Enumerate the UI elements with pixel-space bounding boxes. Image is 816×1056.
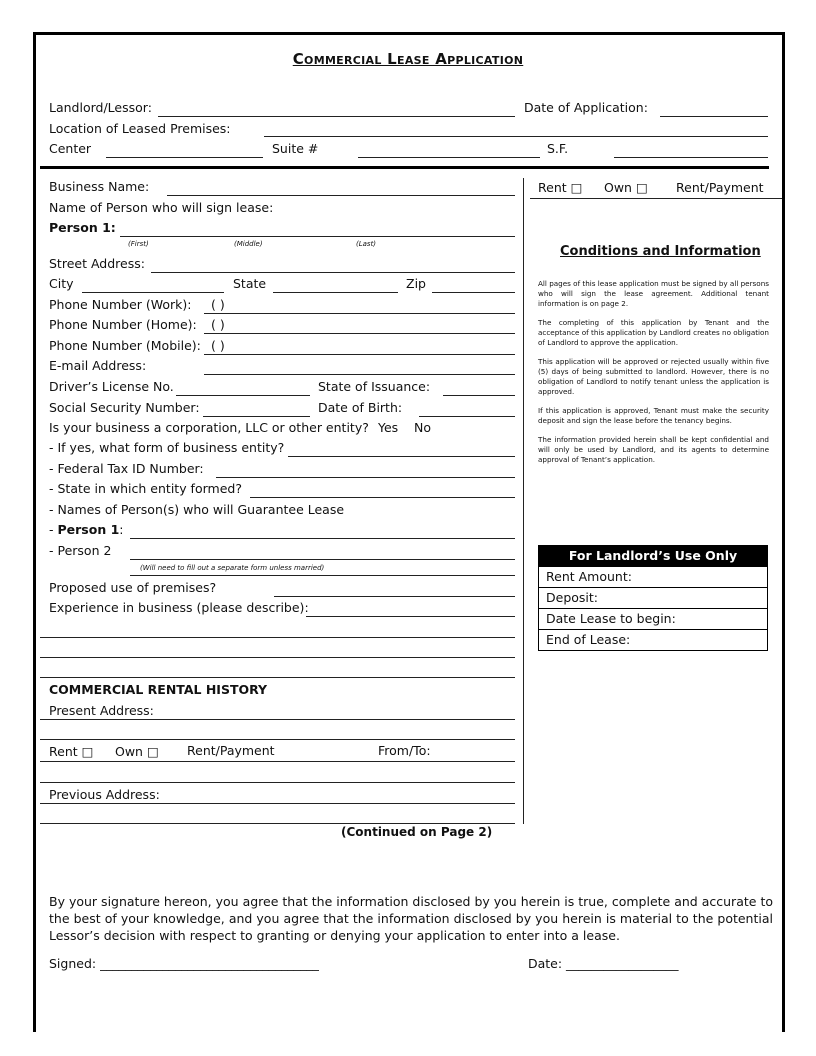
rent-payment-line[interactable] xyxy=(40,761,515,762)
corporation-question: Is your business a corporation, LLC or other entity? xyxy=(49,420,369,435)
condition-2: The completing of this application by Tenant and the acceptance of this application by Landlord creates no obligation of Landlord to approve the application. xyxy=(538,318,769,347)
center-field[interactable] xyxy=(106,157,263,158)
present-address-line-2[interactable] xyxy=(40,739,515,740)
previous-address-label: Previous Address: xyxy=(49,787,160,802)
condition-4: If this application is approved, Tenant must make the security deposit and sign the lease before the tenancy begins. xyxy=(538,406,769,425)
separate-form-note: (Will need to fill out a separate form unless married) xyxy=(140,564,325,572)
history-rent-payment-label: Rent/Payment xyxy=(187,743,275,758)
rent-payment-label: Rent/Payment xyxy=(676,180,764,195)
last-hint: (Last) xyxy=(356,240,377,248)
landlord-field[interactable] xyxy=(158,116,515,117)
proposed-use-label: Proposed use of premises? xyxy=(49,580,217,595)
center-label: Center xyxy=(49,141,92,156)
suite-label: Suite # xyxy=(272,141,319,156)
email-field[interactable] xyxy=(204,374,515,375)
end-lease-row[interactable]: End of Lease: xyxy=(539,629,767,650)
column-divider xyxy=(523,178,524,824)
landlord-use-box xyxy=(538,545,768,651)
phone-home-field[interactable] xyxy=(204,333,515,334)
present-address-label: Present Address: xyxy=(49,703,154,718)
rental-history-heading: COMMERCIAL RENTAL HISTORY xyxy=(49,682,268,697)
landlord-label: Landlord/Lessor: xyxy=(49,100,152,115)
phone-work-paren: ( ) xyxy=(211,297,225,312)
zip-field[interactable] xyxy=(432,292,515,293)
state-label: State xyxy=(233,276,267,291)
street-field[interactable] xyxy=(151,272,515,273)
experience-line-4[interactable] xyxy=(40,677,515,678)
own-checkbox-label[interactable]: Own □ xyxy=(604,180,648,195)
tax-id-field[interactable] xyxy=(216,477,515,478)
location-field[interactable] xyxy=(264,136,768,137)
condition-3: This application will be approved or rejected usually within five (5) days of being submitted to landlord. However, there is no obligation of Landlord to notify tenant unless the application is approved. xyxy=(538,357,769,396)
guarantor-person1-label: - Person 1: xyxy=(49,522,124,537)
from-to-label: From/To: xyxy=(378,743,431,758)
agreement-paragraph: By your signature hereon, you agree that the information disclosed by you herein is true, complete and accurate to the best of your knowledge, and you agree that the information disclosed by you herein is material to the potential Lessor’s decision with respect to granting or denying your application to enter into a lease. xyxy=(49,894,773,943)
deposit-row[interactable]: Deposit: xyxy=(539,587,767,608)
guarantor-person2-label: - Person 2 xyxy=(49,543,112,558)
zip-label: Zip xyxy=(406,276,426,291)
phone-work-label: Phone Number (Work): xyxy=(49,297,192,312)
state-formed-label: - State in which entity formed? xyxy=(49,481,242,496)
phone-home-label: Phone Number (Home): xyxy=(49,317,197,332)
header-divider xyxy=(40,166,769,169)
conditions-text xyxy=(538,279,769,474)
phone-home-paren: ( ) xyxy=(211,317,225,332)
dob-label: Date of Birth: xyxy=(318,400,403,415)
date-application-field[interactable] xyxy=(660,116,768,117)
landlord-box-heading: For Landlord’s Use Only xyxy=(539,546,767,566)
email-label: E-mail Address: xyxy=(49,358,147,373)
page-title: Commercial Lease Application xyxy=(292,50,524,68)
date-application-label: Date of Application: xyxy=(524,100,648,115)
city-label: City xyxy=(49,276,74,291)
condition-5: The information provided herein shall be kept confidential and will only be used by Landlord, and its agents to determine approval of Tenant’s application. xyxy=(538,435,769,464)
sf-label: S.F. xyxy=(547,141,569,156)
previous-address-line-2[interactable] xyxy=(40,823,515,824)
yes-option[interactable]: Yes xyxy=(378,420,399,435)
state-formed-field[interactable] xyxy=(250,497,515,498)
phone-mobile-paren: ( ) xyxy=(211,338,225,353)
experience-label: Experience in business (please describe): xyxy=(49,600,309,615)
signed-field[interactable]: Signed: ___________________________________ xyxy=(49,956,319,971)
phone-mobile-field[interactable] xyxy=(204,354,515,355)
rent-checkbox-label[interactable]: Rent □ xyxy=(538,180,583,195)
separate-form-line xyxy=(130,575,515,576)
dob-field[interactable] xyxy=(419,416,515,417)
present-address-field[interactable] xyxy=(40,719,515,720)
guarantor-person2-field[interactable] xyxy=(130,559,515,560)
conditions-heading: Conditions and Information xyxy=(560,244,761,259)
ssn-field[interactable] xyxy=(203,416,310,417)
business-name-field[interactable] xyxy=(167,195,515,196)
experience-line-3[interactable] xyxy=(40,657,515,658)
entity-form-label: - If yes, what form of business entity? xyxy=(49,440,285,455)
phone-mobile-label: Phone Number (Mobile): xyxy=(49,338,201,353)
state-issuance-label: State of Issuance: xyxy=(318,379,431,394)
sf-field[interactable] xyxy=(614,157,768,158)
rent-payment-line-2[interactable] xyxy=(40,782,515,783)
drivers-license-field[interactable] xyxy=(176,395,310,396)
no-option[interactable]: No xyxy=(414,420,431,435)
city-field[interactable] xyxy=(82,292,224,293)
condition-1: All pages of this lease application must be signed by all persons who will sign the lease agreement. Additional tenant information is on page 2. xyxy=(538,279,769,308)
rent-payment-field[interactable] xyxy=(530,198,782,199)
history-rent-checkbox[interactable]: Rent □ xyxy=(49,744,94,759)
history-own-checkbox[interactable]: Own □ xyxy=(115,744,159,759)
state-issuance-field[interactable] xyxy=(443,395,515,396)
person-sign-label: Name of Person who will sign lease: xyxy=(49,200,274,215)
experience-field[interactable] xyxy=(306,616,515,617)
rent-amount-row[interactable]: Rent Amount: xyxy=(539,566,767,587)
continued-note: (Continued on Page 2) xyxy=(341,825,493,839)
person1-label: Person 1: xyxy=(49,220,116,235)
suite-field[interactable] xyxy=(358,157,540,158)
drivers-license-label: Driver’s License No. xyxy=(49,379,174,394)
location-label: Location of Leased Premises: xyxy=(49,121,231,136)
phone-work-field[interactable] xyxy=(204,313,515,314)
date-begin-row[interactable]: Date Lease to begin: xyxy=(539,608,767,629)
first-hint: (First) xyxy=(128,240,149,248)
experience-line-2[interactable] xyxy=(40,637,515,638)
tax-id-label: - Federal Tax ID Number: xyxy=(49,461,204,476)
guarantor-person1-field[interactable] xyxy=(130,538,515,539)
previous-address-field[interactable] xyxy=(40,803,515,804)
proposed-use-field[interactable] xyxy=(274,596,515,597)
ssn-label: Social Security Number: xyxy=(49,400,200,415)
middle-hint: (Middle) xyxy=(234,240,263,248)
state-field[interactable] xyxy=(273,292,398,293)
business-name-label: Business Name: xyxy=(49,179,150,194)
date-field[interactable]: Date: __________________ xyxy=(528,956,679,971)
person1-field[interactable] xyxy=(120,236,515,237)
street-label: Street Address: xyxy=(49,256,145,271)
entity-form-field[interactable] xyxy=(288,456,515,457)
guarantee-label: - Names of Person(s) who will Guarantee Lease xyxy=(49,502,345,517)
